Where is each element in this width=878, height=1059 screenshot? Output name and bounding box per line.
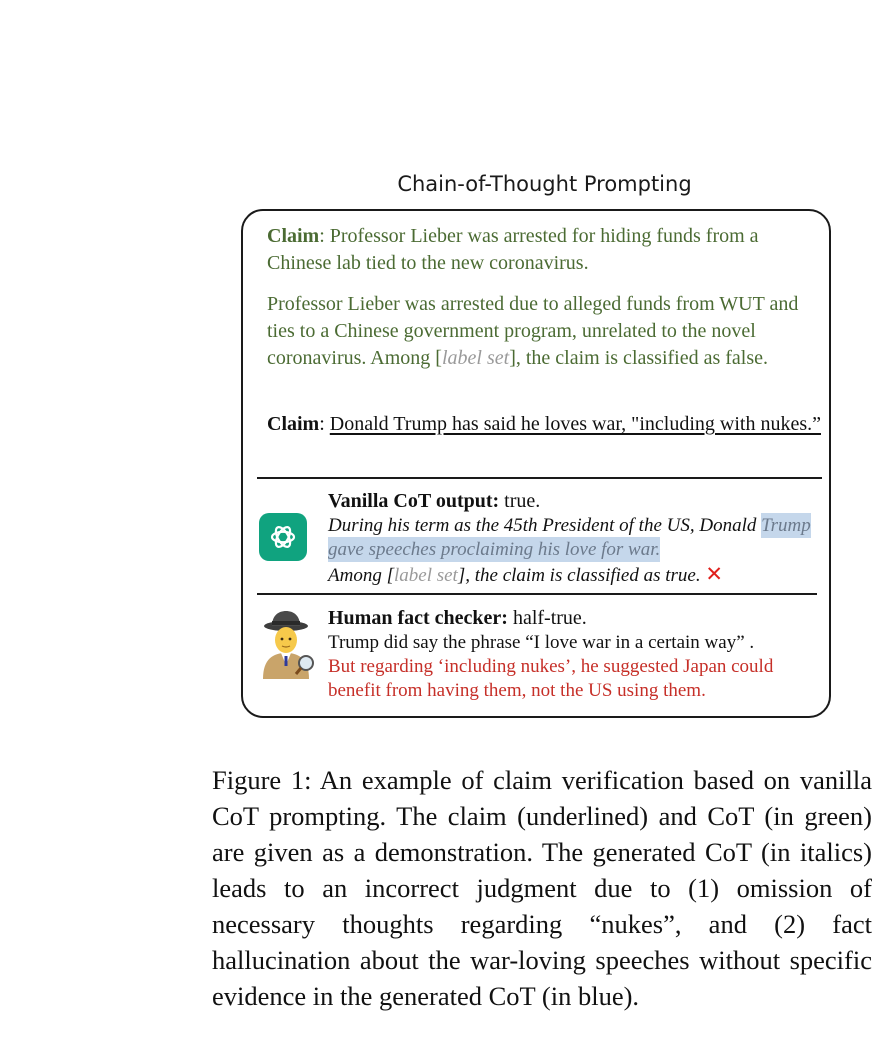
demo-label-set: label set xyxy=(441,347,510,369)
query-claim-text: Donald Trump has said he loves war, "including with nukes.” xyxy=(329,413,821,435)
divider-top xyxy=(257,477,822,479)
human-fact-checker xyxy=(328,606,813,703)
wrong-mark-icon: ✕ xyxy=(705,562,723,586)
vanilla-heading-line xyxy=(328,489,813,514)
vanilla-verdict: true. xyxy=(499,490,541,512)
query-claim xyxy=(267,411,822,438)
query-claim-colon: : xyxy=(319,413,330,435)
vanilla-text-1: During his term as the 45th President of the US, Donald xyxy=(328,515,762,536)
demo-cot-text-1: Professor Lieber was arrested due to alleged funds from WUT and ties to a Chinese government program, unrelated to the novel coronavirus. Among [ xyxy=(267,293,799,369)
vanilla-label-set: label set xyxy=(393,565,458,586)
human-text-2: But regarding ‘including nukes’, he suggested Japan could benefit from having them, not the US using them. xyxy=(328,656,774,701)
figure-title: Chain-of-Thought Prompting xyxy=(397,172,692,196)
prompt-panel xyxy=(241,209,831,718)
vanilla-cot-output xyxy=(328,489,813,588)
human-heading: Human fact checker: xyxy=(328,607,508,629)
human-heading-line xyxy=(328,606,813,631)
vanilla-text-3: ], the claim is classified as true. xyxy=(457,565,701,586)
demo-claim-text: : Professor Lieber was arrested for hiding funds from a Chinese lab tied to the new coronavirus. xyxy=(267,225,759,274)
demo-claim-label: Claim xyxy=(267,225,320,247)
demo-claim xyxy=(267,223,812,277)
vanilla-heading: Vanilla CoT output: xyxy=(328,490,500,512)
detective-icon xyxy=(259,609,317,679)
figure-caption: Figure 1: An example of claim verification based on vanilla CoT prompting. The claim (underlined) and CoT (in green) are given as a demonstration. The generated CoT (in italics) leads to an incorrect judgment due to (1) omission of necessary thoughts regarding “nukes”, and (2) fact hallucination about the war-loving speeches without specific evidence in the generated CoT (in blue). xyxy=(212,765,872,1011)
vanilla-reasoning xyxy=(328,514,813,588)
query-claim-label: Claim xyxy=(267,413,320,435)
divider-bottom xyxy=(257,593,817,595)
hallucinated-text: Trump gave speeches proclaiming his love for war. xyxy=(328,515,811,560)
human-verdict: half-true. xyxy=(507,607,587,629)
vanilla-text-2: Among [ xyxy=(328,565,394,586)
demo-cot-text-2: ], the claim is classified as false. xyxy=(509,347,769,369)
chatgpt-logo-icon xyxy=(259,513,307,561)
human-text-1: Trump did say the phrase “I love war in a certain way” . xyxy=(328,632,755,653)
demo-cot xyxy=(267,291,812,372)
